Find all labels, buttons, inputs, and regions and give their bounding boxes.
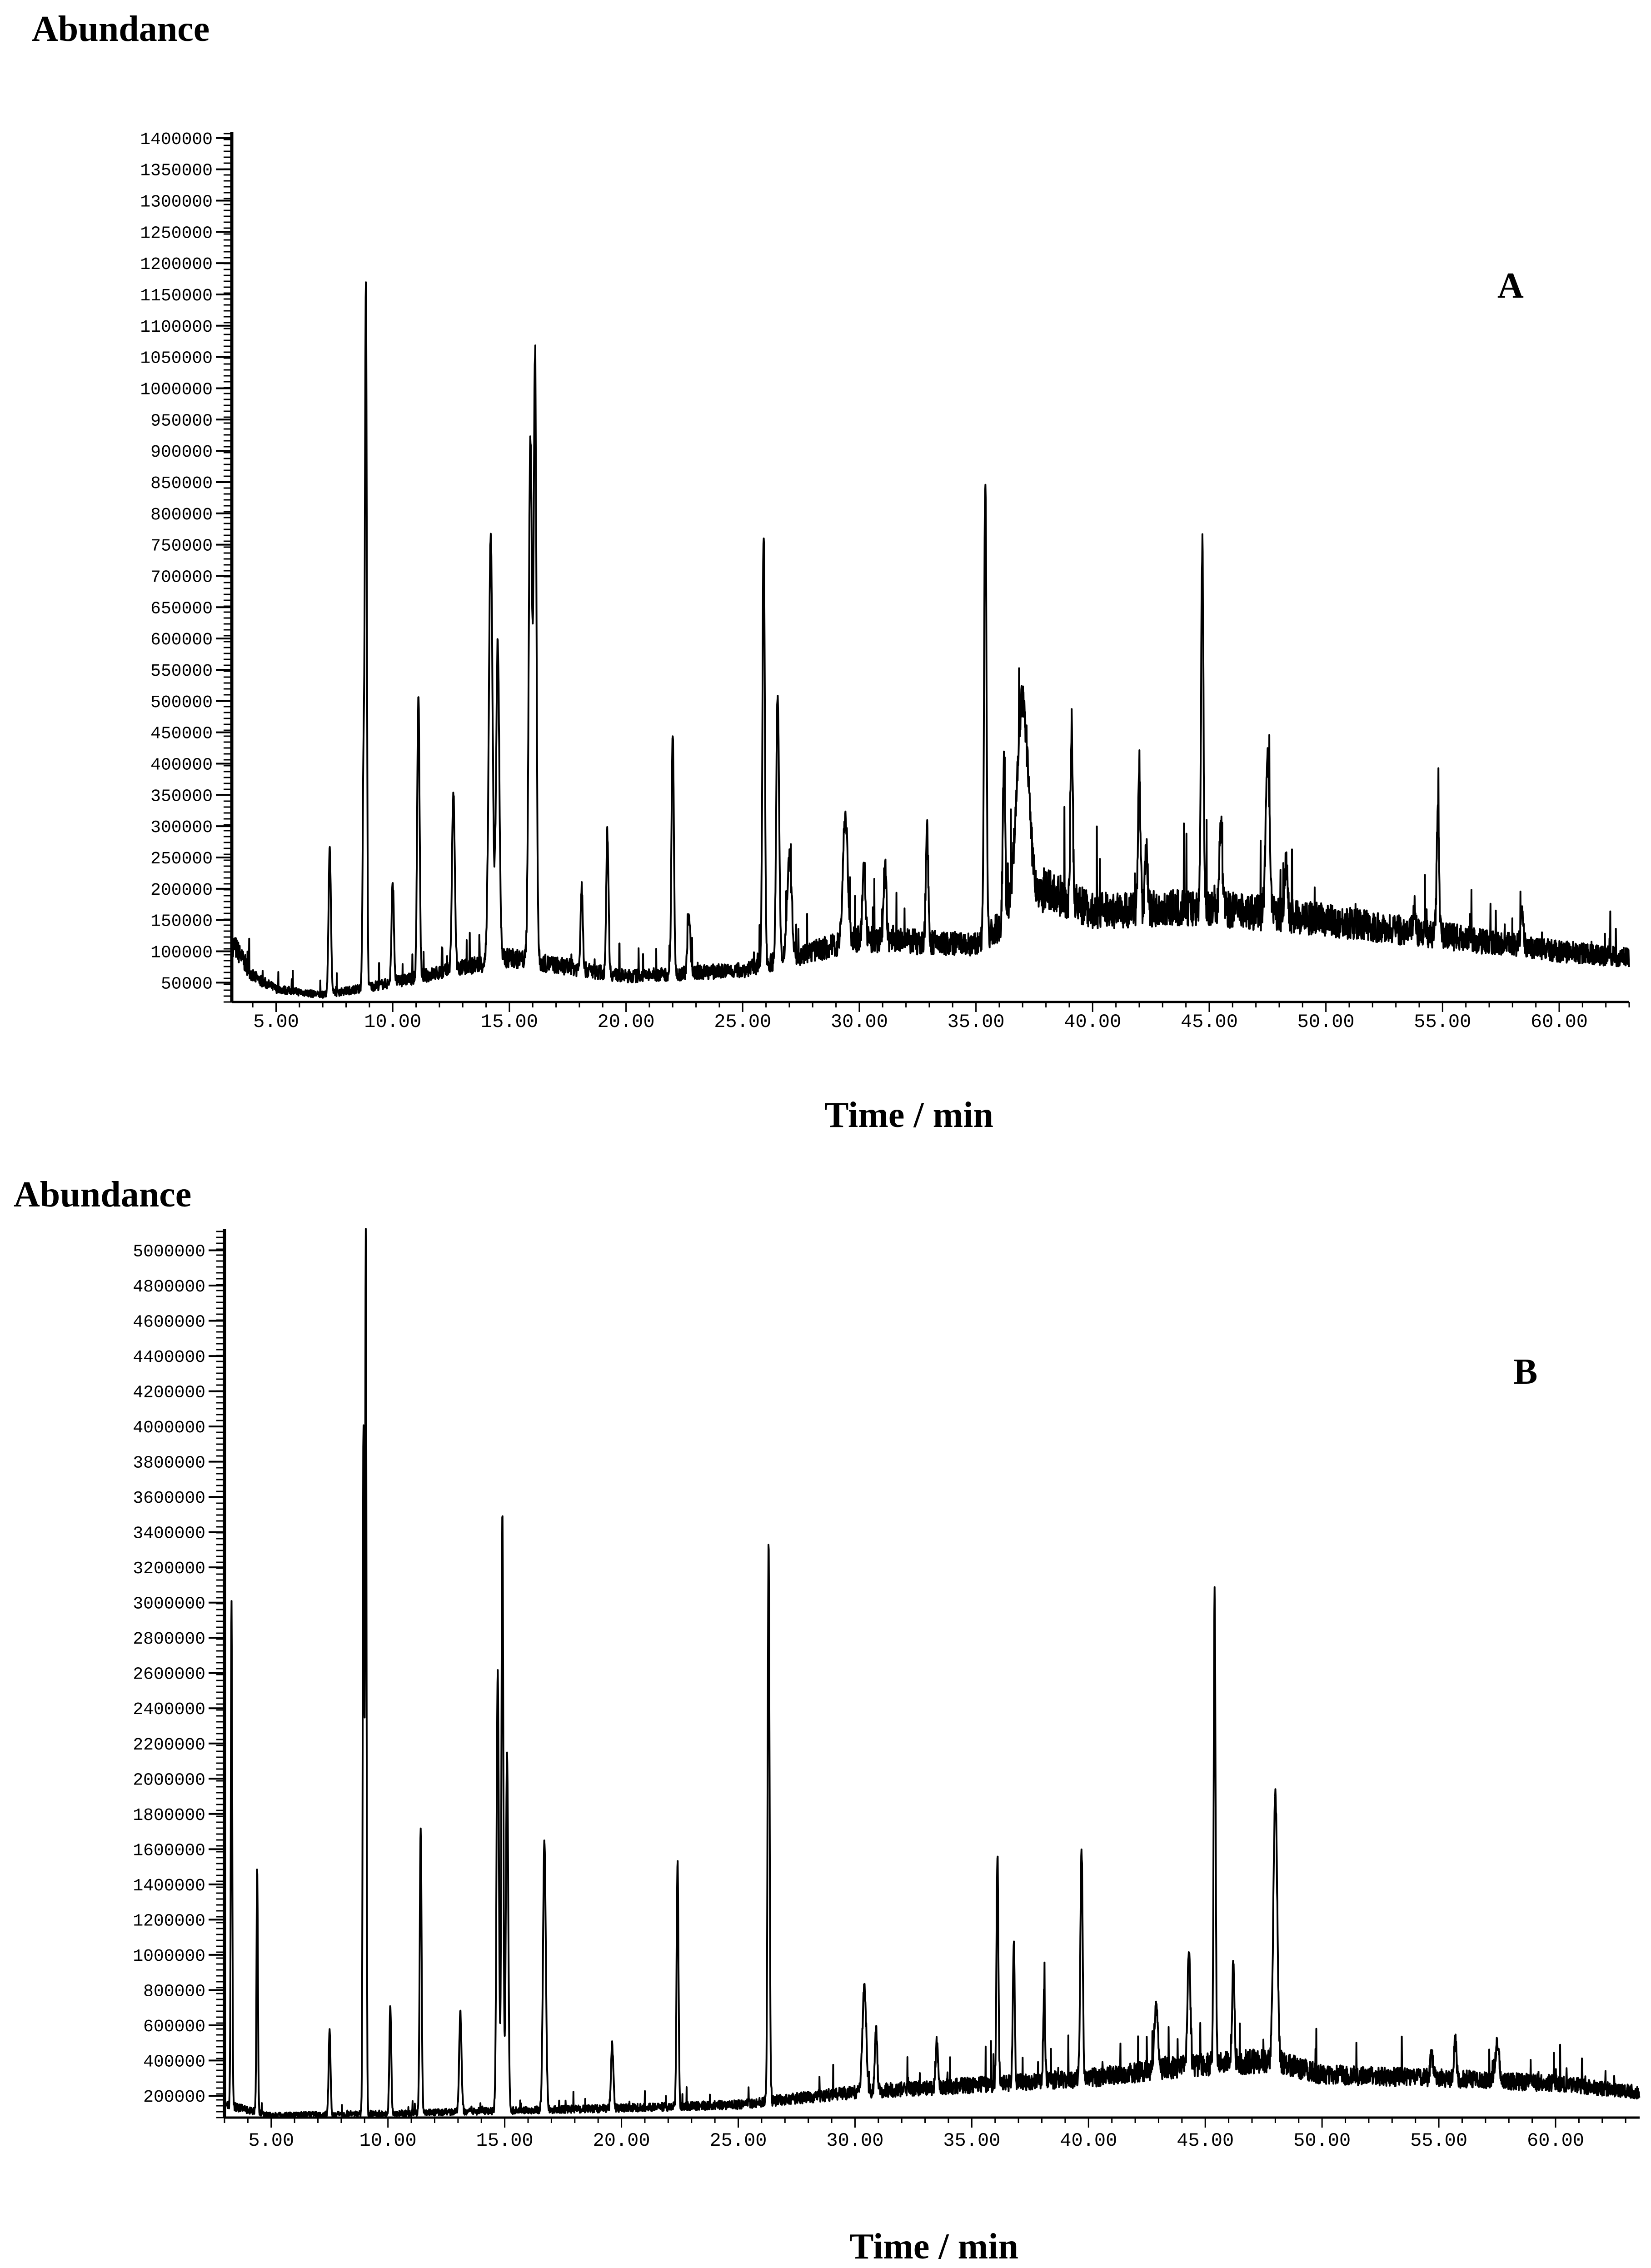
x-tick-label: 10.00 (364, 1011, 422, 1033)
y-tick-label: 650000 (150, 599, 213, 619)
x-tick-label: 30.00 (830, 1011, 888, 1033)
peak-point (257, 1866, 258, 1867)
y-tick-label: 3800000 (133, 1453, 205, 1473)
peak-point (1275, 1787, 1276, 1788)
y-tick-label: 3200000 (133, 1559, 205, 1579)
y-tick-label: 700000 (150, 568, 213, 588)
y-tick-label: 1300000 (140, 192, 213, 212)
y-tick-label: 4600000 (133, 1312, 205, 1332)
y-tick-label: 2600000 (133, 1665, 205, 1685)
y-tick-label: 600000 (143, 2017, 205, 2037)
peak-point (672, 729, 673, 730)
x-tick-label: 55.00 (1410, 2130, 1468, 2152)
peak-point (502, 1510, 503, 1511)
y-tick-label: 400000 (143, 2052, 205, 2072)
x-tick-label: 20.00 (593, 2130, 650, 2152)
y-tick-label: 300000 (150, 818, 213, 838)
y-tick-label: 150000 (150, 912, 213, 932)
y-tick-label: 900000 (150, 443, 213, 463)
x-tick-label: 60.00 (1526, 2130, 1585, 2152)
peak-point (1188, 1949, 1189, 1950)
x-tick-label: 35.00 (947, 1011, 1005, 1033)
x-tick-label: 50.00 (1297, 1011, 1355, 1033)
chromatogram-a (32, 9, 1629, 1135)
y-tick-label: 1400000 (133, 1876, 205, 1896)
y-tick-label: 3000000 (133, 1594, 205, 1614)
y-tick-label: 1200000 (140, 255, 213, 275)
peak-point (763, 532, 764, 533)
y-tick-label: 1600000 (133, 1841, 205, 1861)
y-tick-label: 5000000 (133, 1242, 205, 1262)
x-tick-label: 25.00 (709, 2130, 767, 2152)
panel-label-b: B (1513, 1352, 1538, 1392)
x-tick-label: 5.00 (248, 2130, 294, 2152)
x-axis-title-a: Time / min (824, 1095, 993, 1135)
y-tick-label: 2200000 (133, 1735, 205, 1755)
x-tick-label: 10.00 (359, 2130, 417, 2152)
y-tick-label: 1800000 (133, 1805, 205, 1825)
y-tick-label: 2400000 (133, 1700, 205, 1720)
y-tick-label: 3600000 (133, 1489, 205, 1509)
y-tick-label: 4400000 (133, 1348, 205, 1368)
y-tick-label: 1000000 (133, 1946, 205, 1966)
y-tick-label: 1200000 (133, 1911, 205, 1931)
y-tick-label: 600000 (150, 630, 213, 650)
x-tick-label: 5.00 (253, 1011, 299, 1033)
y-tick-label: 3400000 (133, 1524, 205, 1544)
y-tick-label: 500000 (150, 693, 213, 713)
x-tick-label: 45.00 (1177, 2130, 1234, 2152)
y-tick-label: 1000000 (140, 380, 213, 400)
y-tick-label: 1250000 (140, 224, 213, 244)
y-tick-label: 2800000 (133, 1630, 205, 1650)
x-axis-title-b: Time / min (849, 2227, 1018, 2267)
y-tick-label: 100000 (150, 943, 213, 963)
y-tick-label: 850000 (150, 474, 213, 493)
y-tick-label: 1400000 (140, 130, 213, 150)
x-tick-label: 25.00 (714, 1011, 772, 1033)
x-tick-label: 40.00 (1064, 1011, 1122, 1033)
peak-point (768, 1540, 769, 1541)
x-tick-label: 50.00 (1293, 2130, 1351, 2152)
y-tick-label: 450000 (150, 724, 213, 744)
y-axis-title-a: Abundance (32, 9, 210, 49)
y-tick-label: 2000000 (133, 1770, 205, 1790)
y-tick-label: 1150000 (140, 286, 213, 306)
y-tick-label: 750000 (150, 536, 213, 556)
y-tick-label: 800000 (150, 505, 213, 525)
y-axis-title-b: Abundance (14, 1175, 192, 1215)
x-tick-label: 35.00 (943, 2130, 1001, 2152)
x-tick-label: 40.00 (1060, 2130, 1117, 2152)
peak-point (985, 475, 986, 476)
y-tick-label: 200000 (143, 2087, 205, 2107)
y-tick-label: 550000 (150, 661, 213, 681)
y-tick-label: 50000 (160, 974, 213, 994)
chromatogram-trace (233, 282, 1629, 998)
y-tick-label: 4200000 (133, 1383, 205, 1403)
chromatogram-b (14, 1175, 1640, 2267)
y-tick-label: 950000 (150, 411, 213, 431)
chromatogram-trace (226, 1229, 1640, 2118)
panel-label-a: A (1497, 266, 1524, 306)
x-tick-label: 60.00 (1530, 1011, 1588, 1033)
y-tick-label: 1350000 (140, 161, 213, 181)
y-tick-label: 4800000 (133, 1277, 205, 1297)
y-tick-label: 800000 (143, 1982, 205, 2002)
y-tick-label: 1050000 (140, 349, 213, 369)
y-tick-label: 1100000 (140, 317, 213, 337)
x-tick-label: 15.00 (476, 2130, 534, 2152)
y-tick-label: 4000000 (133, 1418, 205, 1438)
y-tick-label: 400000 (150, 755, 213, 775)
x-tick-label: 30.00 (826, 2130, 884, 2152)
x-tick-label: 15.00 (480, 1011, 538, 1033)
y-tick-label: 200000 (150, 880, 213, 900)
y-tick-label: 250000 (150, 849, 213, 869)
x-tick-label: 20.00 (597, 1011, 655, 1033)
peak-point (418, 694, 419, 695)
x-tick-label: 55.00 (1414, 1011, 1471, 1033)
x-tick-label: 45.00 (1180, 1011, 1238, 1033)
y-tick-label: 350000 (150, 787, 213, 807)
